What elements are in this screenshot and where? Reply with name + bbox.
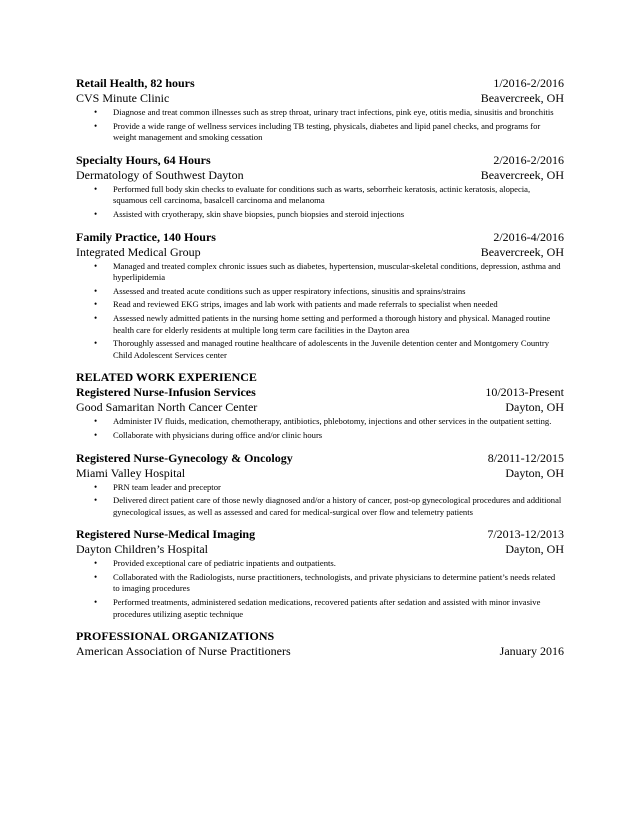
- job-date: 1/2016-2/2016: [493, 76, 564, 90]
- bullet-icon: •: [94, 107, 98, 117]
- bullet-item: [94, 183, 564, 207]
- job-header: [76, 451, 564, 466]
- bullet-item: [94, 107, 564, 119]
- bullet-icon: •: [94, 338, 98, 349]
- bullet-text: PRN team leader and preceptor: [113, 481, 221, 492]
- job-header: [76, 230, 564, 245]
- job-entry: [76, 385, 564, 441]
- bullet-text: Provide a wide range of wellness services including TB testing, physicals, diabetes and lipid panel checks, and programs for weight management and smoking cessation: [113, 120, 541, 143]
- job-location: Dayton, OH: [505, 465, 564, 480]
- bullet-text: Diagnose and treat common illnesses such as strep throat, urinary tract infections, pink eye, otitis media, sinusitis and bronchitis: [113, 107, 554, 117]
- job-title: Family Practice, 140 Hours: [76, 229, 216, 244]
- bullet-item: [94, 312, 564, 336]
- job-header: [76, 527, 564, 542]
- bullet-text: Assessed newly admitted patients in the nursing home setting and performed a thorough history and physical. Managed routine health care for elderly residents at multiple long term care facilities in the Dayton area: [113, 312, 551, 335]
- bullet-icon: •: [94, 285, 98, 296]
- related-work-list: [76, 385, 564, 620]
- bullet-icon: •: [94, 208, 98, 219]
- bullet-item: [94, 429, 564, 442]
- job-date: 7/2013-12/2013: [487, 527, 564, 542]
- bullet-item: [94, 495, 564, 518]
- job-location: Dayton, OH: [505, 400, 564, 415]
- job-title: Registered Nurse-Medical Imaging: [76, 527, 256, 542]
- bullet-icon: •: [94, 120, 98, 131]
- bullet-text: Performed treatments, administered sedation medications, recovered patients after sedation and assisted with minor invasive procedures utilizing aseptic technique: [113, 597, 541, 619]
- bullet-icon: •: [94, 597, 98, 608]
- job-date: 10/2013-Present: [485, 385, 564, 400]
- bullet-item: [94, 597, 564, 620]
- job-date: 8/2011-12/2015: [487, 450, 564, 465]
- bullet-text: Administer IV fluids, medication, chemotherapy, antibiotics, phlebotomy, injections and other services in the outpatient setting.: [113, 416, 552, 427]
- job-location: Beavercreek, OH: [480, 91, 564, 105]
- bullet-text: Delivered direct patient care of those newly diagnosed and/or a history of cancer, post-op gynecological procedures and additional gynecological issues, as well as assessed and cared for medical-surgical over flow and telemetry patients: [113, 495, 562, 517]
- job-organization: Dermatology of Southwest Dayton: [76, 167, 244, 182]
- bullet-icon: •: [94, 183, 98, 194]
- organization-date: January 2016: [499, 644, 564, 659]
- bullet-text: Managed and treated complex chronic issues such as diabetes, hypertension, muscular-skeletal conditions, depression, asthma and hyperlipidemia: [113, 260, 561, 283]
- job-entry: [76, 451, 564, 519]
- job-header: [76, 385, 564, 400]
- job-organization: CVS Minute Clinic: [76, 91, 170, 105]
- bullet-item: [94, 481, 564, 494]
- job-org-row: [76, 466, 564, 481]
- bullet-text: Read and reviewed EKG strips, images and lab work with patients and made referrals to specialist when needed: [113, 299, 498, 310]
- job-org-row: [76, 245, 564, 260]
- bullet-icon: •: [94, 481, 98, 492]
- job-title: Retail Health, 82 hours: [76, 76, 195, 90]
- job-title: Registered Nurse-Gynecology & Oncology: [76, 450, 293, 465]
- bullet-text: Performed full body skin checks to evaluate for conditions such as warts, seborrheic keratosis, actinic keratosis, alopecia, squamous cell carcinoma, basalcell carcinoma and melanoma: [113, 183, 531, 206]
- bullet-text: Assisted with cryotherapy, skin shave biopsies, punch biopsies and steroid injections: [113, 208, 405, 219]
- job-org-row: [76, 542, 564, 557]
- job-date: 2/2016-2/2016: [493, 152, 564, 167]
- bullet-icon: •: [94, 260, 98, 271]
- bullet-item: [94, 208, 564, 221]
- job-bullets: [76, 261, 564, 362]
- bullet-icon: •: [94, 312, 98, 323]
- job-bullets: [76, 107, 564, 144]
- bullet-icon: •: [94, 416, 98, 427]
- bullet-text: Thoroughly assessed and managed routine healthcare of adolescents in the Juvenile detention center and Montgomery Country Child Adolescent Services center: [113, 338, 550, 360]
- bullet-item: [94, 571, 564, 595]
- job-bullets: [76, 184, 564, 221]
- organization-name: American Association of Nurse Practitioners: [76, 644, 291, 659]
- professional-organization-row: [76, 644, 564, 659]
- job-bullets: [76, 558, 564, 620]
- bullet-icon: •: [94, 495, 98, 506]
- job-bullets: [76, 482, 564, 519]
- job-entry: [76, 527, 564, 620]
- job-title: Registered Nurse-Infusion Services: [76, 385, 256, 400]
- bullet-text: Assessed and treated acute conditions such as upper respiratory infections, sinusitis and sprains/strains: [113, 285, 466, 296]
- bullet-item: [94, 120, 564, 144]
- clinical-rotations: [76, 76, 564, 361]
- job-title: Specialty Hours, 64 Hours: [76, 152, 211, 167]
- bullet-text: Collaborate with physicians during office and/or clinic hours: [113, 429, 323, 440]
- job-bullets: [76, 416, 564, 441]
- job-entry: [76, 230, 564, 362]
- professional-organizations-heading: PROFESSIONAL ORGANIZATIONS: [76, 629, 275, 644]
- job-header: [76, 153, 564, 168]
- job-organization: Good Samaritan North Cancer Center: [76, 400, 258, 415]
- job-location: Beavercreek, OH: [480, 244, 564, 259]
- bullet-item: [94, 260, 564, 284]
- bullet-icon: •: [94, 558, 98, 569]
- bullet-item: [94, 338, 564, 361]
- bullet-text: Collaborated with the Radiologists, nurse practitioners, technologists, and private physicians to determine patient’s needs related to imaging procedures: [113, 571, 556, 594]
- related-work-heading: RELATED WORK EXPERIENCE: [76, 370, 257, 385]
- bullet-item: [94, 416, 564, 428]
- bullet-item: [94, 299, 564, 311]
- bullet-icon: •: [94, 429, 98, 440]
- job-date: 2/2016-4/2016: [493, 229, 564, 244]
- job-org-row: [76, 400, 564, 415]
- job-header: [76, 76, 564, 91]
- job-organization: Integrated Medical Group: [76, 244, 201, 259]
- bullet-icon: •: [94, 571, 98, 582]
- bullet-icon: •: [94, 299, 98, 310]
- job-org-row: [76, 91, 564, 106]
- job-entry: [76, 76, 564, 144]
- job-location: Beavercreek, OH: [480, 167, 564, 182]
- bullet-text: Provided exceptional care of pediatric inpatients and outpatients.: [113, 558, 336, 569]
- job-org-row: [76, 168, 564, 183]
- bullet-item: [94, 285, 564, 298]
- resume-page: [76, 76, 564, 659]
- job-organization: Dayton Children’s Hospital: [76, 542, 208, 557]
- job-organization: Miami Valley Hospital: [76, 465, 186, 480]
- job-entry: [76, 153, 564, 221]
- bullet-item: [94, 558, 564, 570]
- job-location: Dayton, OH: [505, 542, 564, 557]
